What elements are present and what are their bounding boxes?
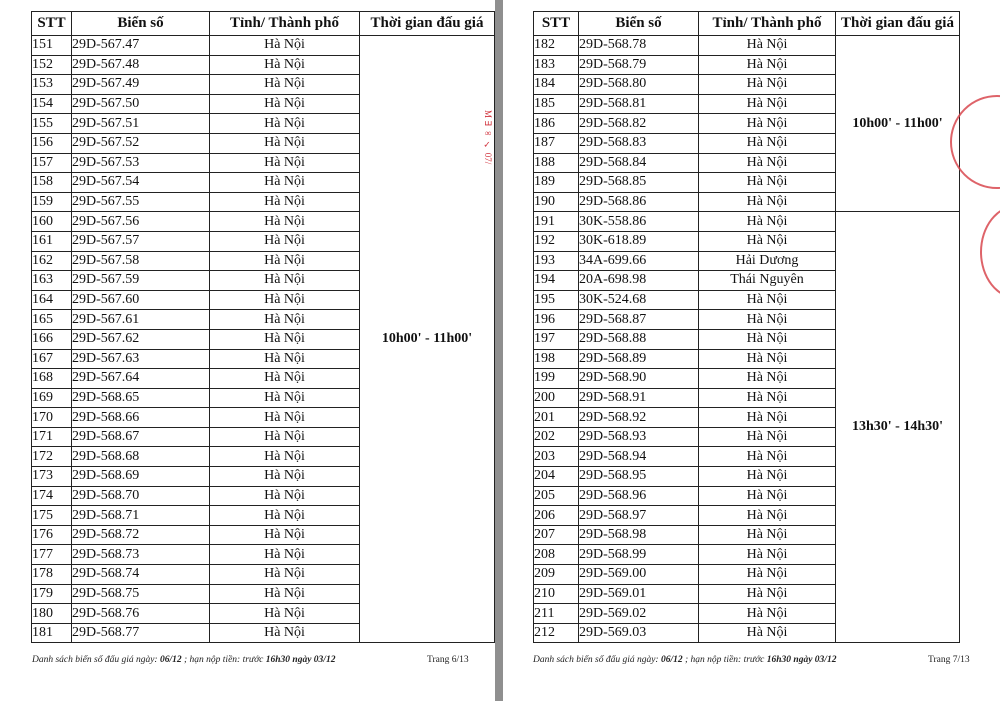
row-province: Hà Nội — [699, 545, 836, 565]
row-stt: 156 — [32, 133, 72, 153]
table-body — [534, 36, 960, 643]
table-header-row — [32, 12, 495, 36]
table-header-row — [534, 12, 960, 36]
row-stt: 167 — [32, 349, 72, 369]
row-plate-number: 29D-568.71 — [72, 506, 210, 526]
row-province: Hà Nội — [210, 388, 360, 408]
row-plate-number: 29D-568.66 — [72, 408, 210, 428]
row-stt: 170 — [32, 408, 72, 428]
row-plate-number: 29D-567.60 — [72, 290, 210, 310]
row-stt: 211 — [534, 604, 579, 624]
row-stt: 201 — [534, 408, 579, 428]
row-stt: 191 — [534, 212, 579, 232]
row-plate-number: 29D-568.74 — [72, 565, 210, 585]
row-plate-number: 29D-568.76 — [72, 604, 210, 624]
row-stt: 159 — [32, 192, 72, 212]
row-province: Hà Nội — [699, 604, 836, 624]
row-province: Hà Nội — [699, 212, 836, 232]
row-plate-number: 30K-618.89 — [579, 231, 699, 251]
row-province: Hà Nội — [210, 212, 360, 232]
row-plate-number: 29D-567.53 — [72, 153, 210, 173]
row-plate-number: 29D-568.82 — [579, 114, 699, 134]
row-province: Hà Nội — [210, 545, 360, 565]
row-plate-number: 29D-568.77 — [72, 623, 210, 643]
row-stt: 202 — [534, 427, 579, 447]
header-stt: STT — [32, 12, 72, 36]
row-stt: 177 — [32, 545, 72, 565]
row-plate-number: 29D-568.86 — [579, 192, 699, 212]
footer-date: 06/12 — [660, 655, 683, 665]
row-plate-number: 29D-568.78 — [579, 36, 699, 56]
row-stt: 199 — [534, 369, 579, 389]
row-plate-number: 29D-568.79 — [579, 55, 699, 75]
row-stt: 173 — [32, 467, 72, 487]
row-plate-number: 29D-569.03 — [579, 623, 699, 643]
row-stt: 212 — [534, 623, 579, 643]
row-province: Hà Nội — [210, 192, 360, 212]
row-plate-number: 29D-568.85 — [579, 173, 699, 193]
row-plate-number: 29D-569.00 — [579, 565, 699, 585]
row-province: Hà Nội — [210, 310, 360, 330]
row-stt: 164 — [32, 290, 72, 310]
row-stt: 154 — [32, 94, 72, 114]
row-plate-number: 29D-567.58 — [72, 251, 210, 271]
row-stt: 162 — [32, 251, 72, 271]
row-province: Hà Nội — [699, 36, 836, 56]
row-stt: 158 — [32, 173, 72, 193]
row-stt: 160 — [32, 212, 72, 232]
row-stt: 175 — [32, 506, 72, 526]
row-plate-number: 29D-569.02 — [579, 604, 699, 624]
row-plate-number: 29D-568.69 — [72, 467, 210, 487]
row-province: Hà Nội — [210, 525, 360, 545]
row-stt: 208 — [534, 545, 579, 565]
table-row — [534, 36, 960, 56]
row-stt: 168 — [32, 369, 72, 389]
row-plate-number: 29D-568.83 — [579, 133, 699, 153]
row-plate-number: 29D-568.87 — [579, 310, 699, 330]
row-plate-number: 29D-567.47 — [72, 36, 210, 56]
row-stt: 205 — [534, 486, 579, 506]
row-plate-number: 29D-567.56 — [72, 212, 210, 232]
row-stt: 161 — [32, 231, 72, 251]
row-stt: 166 — [32, 329, 72, 349]
row-plate-number: 29D-567.62 — [72, 329, 210, 349]
row-plate-number: 29D-568.93 — [579, 427, 699, 447]
row-province: Hà Nội — [699, 133, 836, 153]
row-plate-number: 29D-568.72 — [72, 525, 210, 545]
row-plate-number: 29D-567.55 — [72, 192, 210, 212]
row-plate-number: 29D-567.57 — [72, 231, 210, 251]
row-stt: 155 — [32, 114, 72, 134]
plate-table-page-6 — [31, 11, 495, 643]
document-page-7 — [503, 0, 1000, 701]
row-province: Hà Nội — [699, 173, 836, 193]
footer-prefix: Danh sách biển số đấu giá ngày: — [32, 655, 160, 665]
row-stt: 151 — [32, 36, 72, 56]
row-province: Hà Nội — [699, 369, 836, 389]
row-province: Hà Nội — [210, 290, 360, 310]
row-plate-number: 29D-567.63 — [72, 349, 210, 369]
row-stt: 210 — [534, 584, 579, 604]
row-stt: 163 — [32, 271, 72, 291]
row-province: Hà Nội — [210, 486, 360, 506]
row-province: Hà Nội — [699, 153, 836, 173]
auction-time-slot: 13h30' - 14h30' — [836, 212, 960, 643]
row-province: Hà Nội — [699, 388, 836, 408]
row-province: Hà Nội — [699, 486, 836, 506]
row-stt: 179 — [32, 584, 72, 604]
row-plate-number: 29D-568.95 — [579, 467, 699, 487]
row-plate-number: 29D-568.65 — [72, 388, 210, 408]
header-time: Thời gian đấu giá — [836, 12, 960, 36]
row-plate-number: 29D-568.99 — [579, 545, 699, 565]
row-province: Hà Nội — [210, 133, 360, 153]
row-plate-number: 34A-699.66 — [579, 251, 699, 271]
page-number: Trang 7/13 — [928, 655, 970, 665]
row-plate-number: 29D-568.75 — [72, 584, 210, 604]
row-stt: 152 — [32, 55, 72, 75]
footer-mid: ; hạn nộp tiền: trước — [181, 655, 266, 665]
row-stt: 198 — [534, 349, 579, 369]
footer-deadline: 16h30 ngày 03/12 — [766, 655, 837, 665]
row-province: Hải Dương — [699, 251, 836, 271]
row-plate-number: 29D-567.52 — [72, 133, 210, 153]
row-plate-number: 29D-568.97 — [579, 506, 699, 526]
row-plate-number: 29D-569.01 — [579, 584, 699, 604]
row-stt: 185 — [534, 94, 579, 114]
table-row — [32, 36, 495, 56]
row-province: Hà Nội — [210, 329, 360, 349]
row-province: Hà Nội — [210, 251, 360, 271]
row-plate-number: 29D-567.49 — [72, 75, 210, 95]
row-plate-number: 29D-568.70 — [72, 486, 210, 506]
row-stt: 176 — [32, 525, 72, 545]
red-seal-stamp — [980, 205, 1000, 299]
header-plate: Biển số — [72, 12, 210, 36]
row-plate-number: 30K-558.86 — [579, 212, 699, 232]
row-plate-number: 29D-567.48 — [72, 55, 210, 75]
row-stt: 187 — [534, 133, 579, 153]
row-province: Hà Nội — [210, 75, 360, 95]
row-stt: 157 — [32, 153, 72, 173]
row-plate-number: 29D-568.91 — [579, 388, 699, 408]
footer-mid: ; hạn nộp tiền: trước — [682, 655, 767, 665]
row-province: Hà Nội — [699, 427, 836, 447]
footer-deadline: 16h30 ngày 03/12 — [265, 655, 336, 665]
row-stt: 165 — [32, 310, 72, 330]
plate-table-page-7 — [533, 11, 960, 643]
row-province: Hà Nội — [210, 173, 360, 193]
row-province: Hà Nội — [699, 329, 836, 349]
row-province: Hà Nội — [210, 94, 360, 114]
row-province: Hà Nội — [210, 36, 360, 56]
row-stt: 188 — [534, 153, 579, 173]
row-province: Hà Nội — [699, 623, 836, 643]
row-province: Hà Nội — [210, 349, 360, 369]
row-plate-number: 29D-567.59 — [72, 271, 210, 291]
header-stt: STT — [534, 12, 579, 36]
row-plate-number: 29D-568.67 — [72, 427, 210, 447]
footer-prefix: Danh sách biển số đấu giá ngày: — [533, 655, 661, 665]
row-stt: 197 — [534, 329, 579, 349]
row-stt: 189 — [534, 173, 579, 193]
row-stt: 180 — [32, 604, 72, 624]
row-stt: 153 — [32, 75, 72, 95]
row-stt: 196 — [534, 310, 579, 330]
row-plate-number: 29D-568.94 — [579, 447, 699, 467]
row-province: Hà Nội — [210, 408, 360, 428]
row-stt: 195 — [534, 290, 579, 310]
row-stt: 206 — [534, 506, 579, 526]
row-province: Hà Nội — [699, 565, 836, 585]
row-province: Hà Nội — [210, 153, 360, 173]
header-province: Tỉnh/ Thành phố — [210, 12, 360, 36]
row-stt: 204 — [534, 467, 579, 487]
header-plate: Biển số — [579, 12, 699, 36]
row-province: Hà Nội — [210, 565, 360, 585]
row-province: Thái Nguyên — [699, 271, 836, 291]
row-stt: 171 — [32, 427, 72, 447]
row-province: Hà Nội — [699, 506, 836, 526]
row-stt: 207 — [534, 525, 579, 545]
row-stt: 193 — [534, 251, 579, 271]
row-province: Hà Nội — [699, 349, 836, 369]
row-province: Hà Nội — [699, 525, 836, 545]
row-stt: 169 — [32, 388, 72, 408]
row-plate-number: 20A-698.98 — [579, 271, 699, 291]
row-plate-number: 29D-568.84 — [579, 153, 699, 173]
row-province: Hà Nội — [699, 192, 836, 212]
row-province: Hà Nội — [699, 94, 836, 114]
row-plate-number: 29D-568.90 — [579, 369, 699, 389]
auction-time-slot: 10h00' - 11h00' — [836, 36, 960, 212]
row-plate-number: 29D-567.51 — [72, 114, 210, 134]
row-plate-number: 29D-568.89 — [579, 349, 699, 369]
row-plate-number: 29D-567.50 — [72, 94, 210, 114]
footer-date: 06/12 — [159, 655, 182, 665]
page-number: Trang 6/13 — [427, 655, 469, 665]
row-plate-number: 29D-568.98 — [579, 525, 699, 545]
row-stt: 181 — [32, 623, 72, 643]
row-province: Hà Nội — [210, 467, 360, 487]
row-province: Hà Nội — [699, 75, 836, 95]
row-province: Hà Nội — [210, 369, 360, 389]
page-footer — [533, 655, 836, 665]
auction-time-slot: 10h00' - 11h00' — [360, 36, 495, 643]
row-plate-number: 29D-567.64 — [72, 369, 210, 389]
row-plate-number: 29D-568.68 — [72, 447, 210, 467]
row-plate-number: 29D-568.80 — [579, 75, 699, 95]
row-province: Hà Nội — [699, 408, 836, 428]
table-row — [534, 212, 960, 232]
header-province: Tỉnh/ Thành phố — [699, 12, 836, 36]
row-province: Hà Nội — [210, 55, 360, 75]
row-plate-number: 29D-568.92 — [579, 408, 699, 428]
row-stt: 209 — [534, 565, 579, 585]
row-stt: 186 — [534, 114, 579, 134]
row-plate-number: 29D-568.73 — [72, 545, 210, 565]
row-province: Hà Nội — [699, 447, 836, 467]
row-province: Hà Nội — [699, 231, 836, 251]
row-plate-number: 29D-568.81 — [579, 94, 699, 114]
row-stt: 190 — [534, 192, 579, 212]
row-stt: 172 — [32, 447, 72, 467]
row-province: Hà Nội — [699, 55, 836, 75]
row-province: Hà Nội — [699, 310, 836, 330]
row-stt: 184 — [534, 75, 579, 95]
row-plate-number: 29D-567.54 — [72, 173, 210, 193]
row-stt: 203 — [534, 447, 579, 467]
row-plate-number: 29D-567.61 — [72, 310, 210, 330]
row-province: Hà Nội — [210, 584, 360, 604]
row-province: Hà Nội — [699, 290, 836, 310]
table-body — [32, 36, 495, 643]
row-plate-number: 29D-568.96 — [579, 486, 699, 506]
row-stt: 178 — [32, 565, 72, 585]
row-province: Hà Nội — [210, 427, 360, 447]
row-plate-number: 29D-568.88 — [579, 329, 699, 349]
stamp-marks: M ∃ ∞ ✓ 07/ — [483, 110, 493, 165]
document-page-6 — [0, 0, 495, 701]
row-stt: 200 — [534, 388, 579, 408]
row-province: Hà Nội — [210, 604, 360, 624]
row-stt: 192 — [534, 231, 579, 251]
row-stt: 174 — [32, 486, 72, 506]
header-time: Thời gian đấu giá — [360, 12, 495, 36]
row-province: Hà Nội — [210, 623, 360, 643]
row-province: Hà Nội — [699, 467, 836, 487]
row-province: Hà Nội — [210, 447, 360, 467]
row-province: Hà Nội — [210, 114, 360, 134]
row-plate-number: 30K-524.68 — [579, 290, 699, 310]
row-province: Hà Nội — [210, 231, 360, 251]
row-stt: 194 — [534, 271, 579, 291]
page-footer — [32, 655, 335, 665]
row-stt: 183 — [534, 55, 579, 75]
row-province: Hà Nội — [210, 271, 360, 291]
row-province: Hà Nội — [699, 114, 836, 134]
row-stt: 182 — [534, 36, 579, 56]
row-province: Hà Nội — [699, 584, 836, 604]
row-province: Hà Nội — [210, 506, 360, 526]
